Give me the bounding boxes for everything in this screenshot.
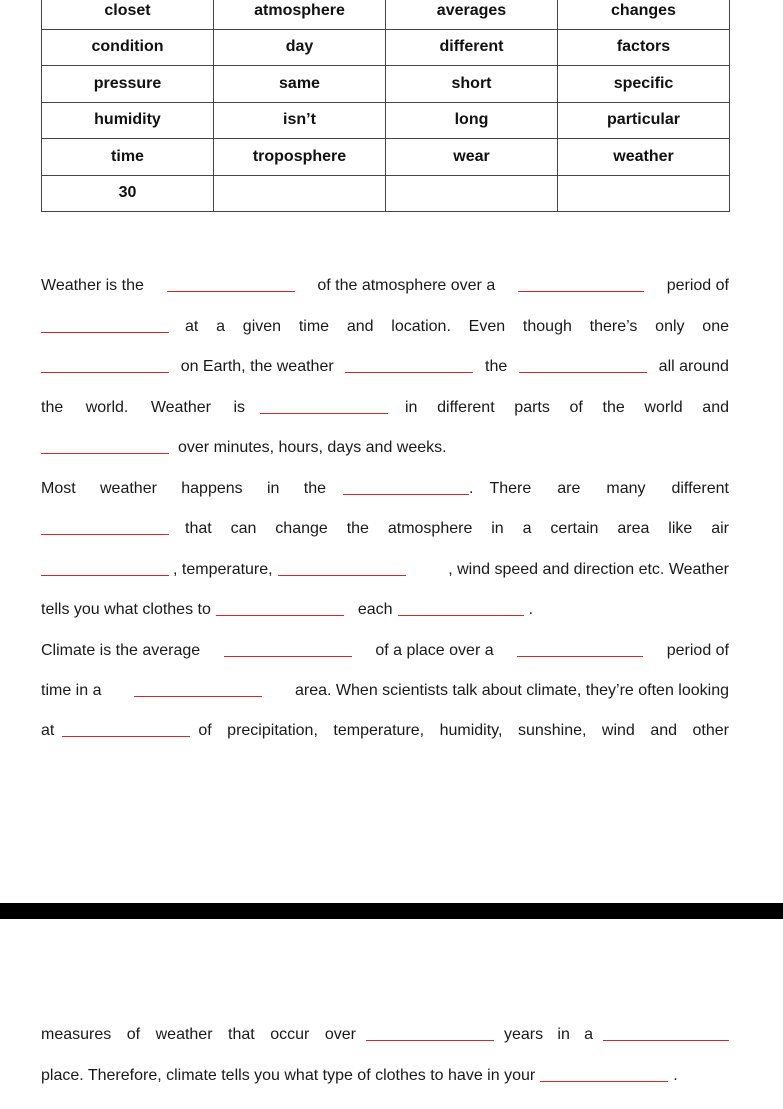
passage-line-8 (41, 556, 729, 580)
word-bank-cell: humidity (42, 102, 214, 139)
word-bank-cell: wear (386, 139, 558, 176)
text-segment: in different parts of the world and (405, 399, 729, 416)
word-bank-row (42, 29, 730, 66)
passage-line-10 (41, 637, 729, 661)
word-bank-cell: changes (558, 0, 730, 29)
text-segment: , temperature, (173, 561, 273, 578)
word-bank-cell: long (386, 102, 558, 139)
word-bank-cell: atmosphere (214, 0, 386, 29)
text-segment: measures of weather that occur over (41, 1026, 356, 1043)
word-bank-row (42, 0, 730, 29)
text-segment: that can change the atmosphere in a certain area like air (185, 520, 729, 537)
passage-line-1 (41, 272, 729, 296)
answer-blank[interactable] (167, 291, 295, 292)
answer-blank[interactable] (134, 696, 262, 697)
text-segment: Climate is the average (41, 642, 201, 659)
text-segment: time in a (41, 682, 102, 699)
passage-line-11 (41, 677, 729, 701)
word-bank-cell: 30 (42, 175, 214, 212)
word-bank-cell: averages (386, 0, 558, 29)
text-segment: place. Therefore, climate tells you what type of clothes to have in your (41, 1067, 536, 1084)
answer-blank[interactable] (366, 1040, 494, 1041)
text-segment: period of (666, 277, 729, 294)
answer-blank[interactable] (41, 332, 169, 333)
word-bank-cell: closet (42, 0, 214, 29)
text-segment: of a place over a (375, 642, 494, 659)
text-segment: at a given time and location. Even though there’s only one (185, 318, 729, 335)
text-segment: . (673, 1067, 678, 1084)
word-bank-row (42, 175, 730, 212)
answer-blank[interactable] (224, 656, 352, 657)
word-bank-cell: pressure (42, 66, 214, 103)
text-segment: the (485, 358, 508, 375)
text-segment: of the atmosphere over a (317, 277, 496, 294)
word-bank-cell (386, 175, 558, 212)
text-segment: period of (666, 642, 729, 659)
text-segment: years in a (504, 1026, 593, 1043)
text-segment: on Earth, the weather (180, 358, 334, 375)
answer-blank[interactable] (216, 615, 344, 616)
text-segment: of precipitation, temperature, humidity, sunshine, wind and other (198, 722, 729, 739)
word-bank-cell (558, 175, 730, 212)
text-segment: Most weather happens in the (41, 480, 326, 497)
word-bank-cell: same (214, 66, 386, 103)
answer-blank[interactable] (603, 1040, 729, 1041)
passage-line-7 (41, 515, 729, 539)
passage-line-6 (41, 475, 729, 499)
word-bank-cell: troposphere (214, 139, 386, 176)
text-segment: over minutes, hours, days and weeks. (178, 439, 447, 456)
text-segment: . (469, 480, 474, 497)
text-segment: . (528, 601, 534, 618)
text-segment: each (357, 601, 393, 618)
answer-blank[interactable] (278, 575, 406, 576)
word-bank-cell: short (386, 66, 558, 103)
passage-line-5 (41, 434, 729, 458)
answer-blank[interactable] (41, 534, 169, 535)
word-bank-cell: factors (558, 29, 730, 66)
word-bank-cell (214, 175, 386, 212)
answer-blank[interactable] (518, 291, 644, 292)
word-bank-cell: condition (42, 29, 214, 66)
text-segment: , wind speed and direction etc. Weather (448, 561, 729, 578)
word-bank-row (42, 102, 730, 139)
word-bank-cell: specific (558, 66, 730, 103)
answer-blank[interactable] (343, 494, 469, 495)
word-bank-cell: different (386, 29, 558, 66)
text-segment: the world. Weather is (41, 399, 245, 416)
answer-blank[interactable] (62, 736, 190, 737)
passage-line-9 (41, 596, 729, 620)
answer-blank[interactable] (41, 372, 169, 373)
passage-line-4 (41, 394, 729, 418)
passage-line-2 (41, 313, 729, 337)
word-bank-cell: particular (558, 102, 730, 139)
text-segment: all around (658, 358, 729, 375)
word-bank-cell: weather (558, 139, 730, 176)
answer-blank[interactable] (345, 372, 473, 373)
passage-line-3 (41, 353, 729, 377)
passage-line-14 (41, 1062, 729, 1086)
answer-blank[interactable] (260, 413, 388, 414)
answer-blank[interactable] (398, 615, 524, 616)
text-segment: tells you what clothes to (41, 601, 211, 618)
word-bank-row (42, 139, 730, 176)
word-bank-row (42, 66, 730, 103)
word-bank-table (41, 0, 730, 212)
separator-bar (0, 903, 783, 919)
text-segment: Weather is the (41, 277, 144, 294)
answer-blank[interactable] (41, 453, 169, 454)
text-segment: There are many different (489, 480, 729, 497)
passage-line-13 (41, 1021, 729, 1045)
text-segment: area. When scientists talk about climate, they’re often looking (295, 682, 729, 699)
answer-blank[interactable] (41, 575, 169, 576)
word-bank-cell: isn’t (214, 102, 386, 139)
passage-line-12 (41, 717, 729, 741)
answer-blank[interactable] (519, 372, 647, 373)
text-segment: at (41, 722, 55, 739)
answer-blank[interactable] (540, 1081, 668, 1082)
answer-blank[interactable] (517, 656, 643, 657)
word-bank-cell: day (214, 29, 386, 66)
word-bank-cell: time (42, 139, 214, 176)
